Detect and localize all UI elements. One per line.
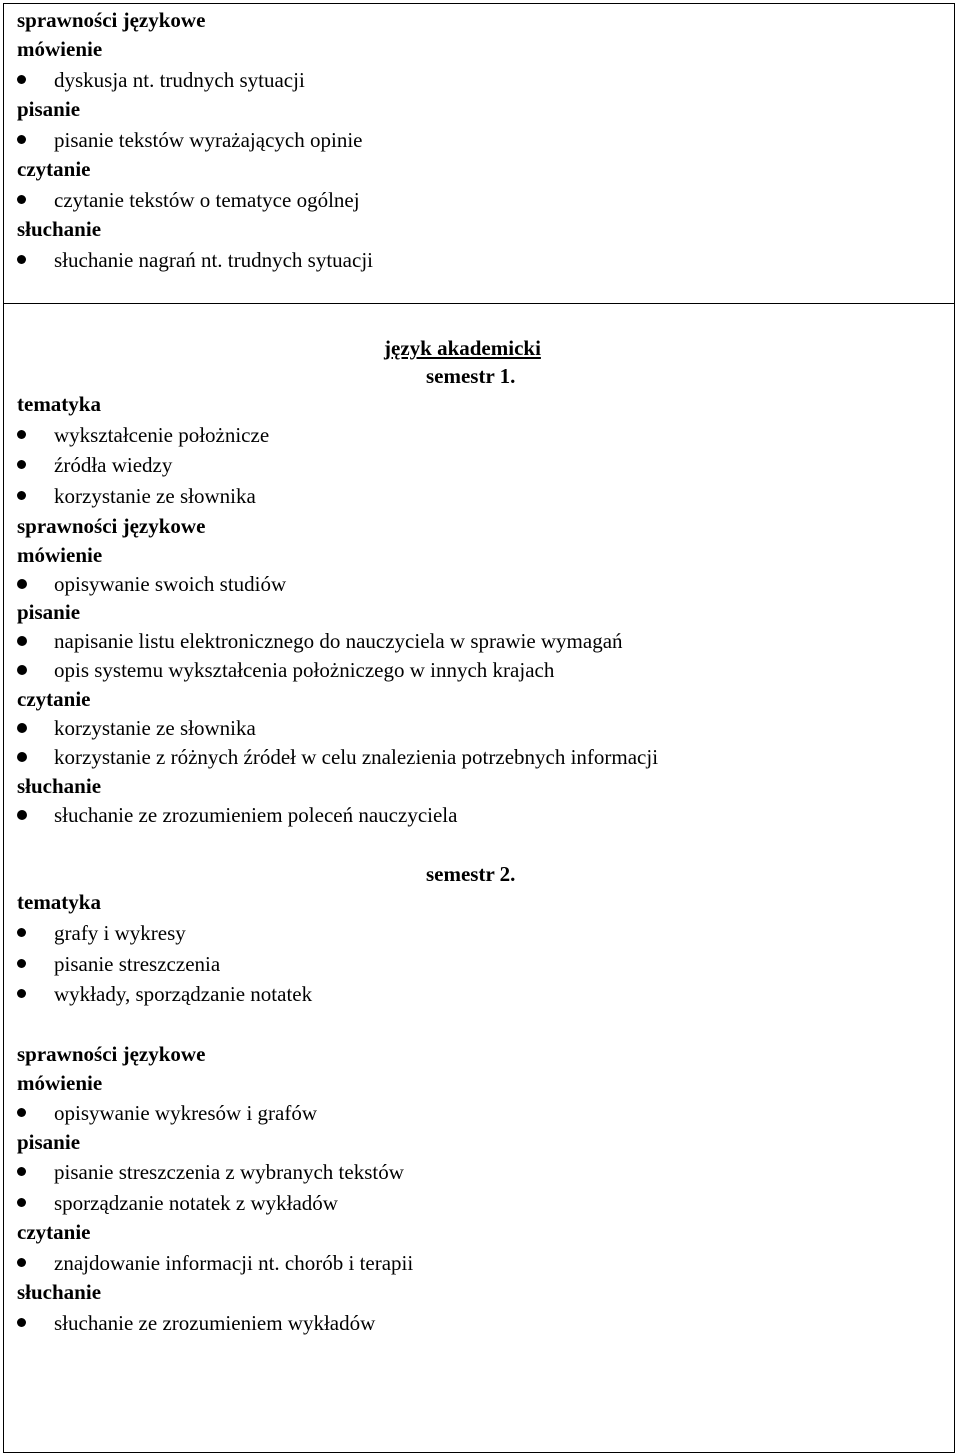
writing-label: pisanie <box>17 600 81 624</box>
list-item: pisanie streszczenia <box>54 952 221 976</box>
list-item: opis systemu wykształcenia położniczego w innych krajach <box>54 658 555 682</box>
bullet-icon <box>17 928 26 937</box>
list-item: słuchanie ze zrozumieniem wykładów <box>54 1311 376 1335</box>
topics-label: tematyka <box>17 392 101 416</box>
list-item: opisywanie swoich studiów <box>54 572 287 596</box>
bullet-icon <box>17 752 27 762</box>
listening-label: słuchanie <box>17 1280 102 1304</box>
bullet-icon <box>17 989 26 998</box>
list-item: pisanie streszczenia z wybranych tekstów <box>54 1160 404 1184</box>
bullet-icon <box>17 195 26 204</box>
bullet-icon <box>17 1318 26 1327</box>
reading-label: czytanie <box>17 687 91 711</box>
list-item: napisanie listu elektronicznego do nauczyciela w sprawie wymagań <box>54 629 623 653</box>
list-item: grafy i wykresy <box>54 921 186 945</box>
bullet-icon <box>17 460 26 469</box>
bullet-icon <box>17 959 26 968</box>
list-item: wykształcenie położnicze <box>54 423 270 447</box>
list-item: wykłady, sporządzanie notatek <box>54 982 313 1006</box>
bullet-icon <box>17 1108 26 1117</box>
bullet-icon <box>17 723 27 733</box>
reading-label: czytanie <box>17 157 91 181</box>
skills-heading: sprawności językowe <box>17 8 206 32</box>
speaking-label: mówienie <box>17 1071 103 1095</box>
topics-label: tematyka <box>17 890 101 914</box>
writing-label: pisanie <box>17 1130 81 1154</box>
list-item: czytanie tekstów o tematyce ogólnej <box>54 188 360 212</box>
skills-heading: sprawności językowe <box>17 514 206 538</box>
bullet-icon <box>17 491 26 500</box>
bullet-icon <box>17 430 26 439</box>
bullet-icon <box>17 1258 26 1267</box>
list-item: sporządzanie notatek z wykładów <box>54 1191 338 1215</box>
list-item: dyskusja nt. trudnych sytuacji <box>54 68 305 92</box>
bullet-icon <box>17 579 27 589</box>
speaking-label: mówienie <box>17 543 103 567</box>
bullet-icon <box>17 810 27 820</box>
bullet-icon <box>17 636 27 646</box>
bullet-icon <box>17 255 26 264</box>
listening-label: słuchanie <box>17 217 102 241</box>
section-title: język akademicki <box>384 336 541 360</box>
bullet-icon <box>17 75 26 84</box>
list-item: korzystanie z różnych źródeł w celu znalezienia potrzebnych informacji <box>54 745 659 769</box>
listening-label: słuchanie <box>17 774 102 798</box>
list-item: znajdowanie informacji nt. chorób i terapii <box>54 1251 414 1275</box>
bullet-icon <box>17 135 26 144</box>
writing-label: pisanie <box>17 97 81 121</box>
list-item: słuchanie ze zrozumieniem poleceń nauczyciela <box>54 803 458 827</box>
list-item: pisanie tekstów wyrażających opinie <box>54 128 363 152</box>
semester-1-label: semestr 1. <box>426 364 516 388</box>
reading-label: czytanie <box>17 1220 91 1244</box>
speaking-label: mówienie <box>17 37 103 61</box>
semester-2-label: semestr 2. <box>426 862 516 886</box>
list-item: źródła wiedzy <box>54 453 173 477</box>
list-item: korzystanie ze słownika <box>54 484 256 508</box>
list-item: słuchanie nagrań nt. trudnych sytuacji <box>54 248 373 272</box>
list-item: opisywanie wykresów i grafów <box>54 1101 318 1125</box>
bullet-icon <box>17 665 27 675</box>
bullet-icon <box>17 1167 26 1176</box>
list-item: korzystanie ze słownika <box>54 716 256 740</box>
skills-heading: sprawności językowe <box>17 1042 206 1066</box>
bullet-icon <box>17 1198 26 1207</box>
